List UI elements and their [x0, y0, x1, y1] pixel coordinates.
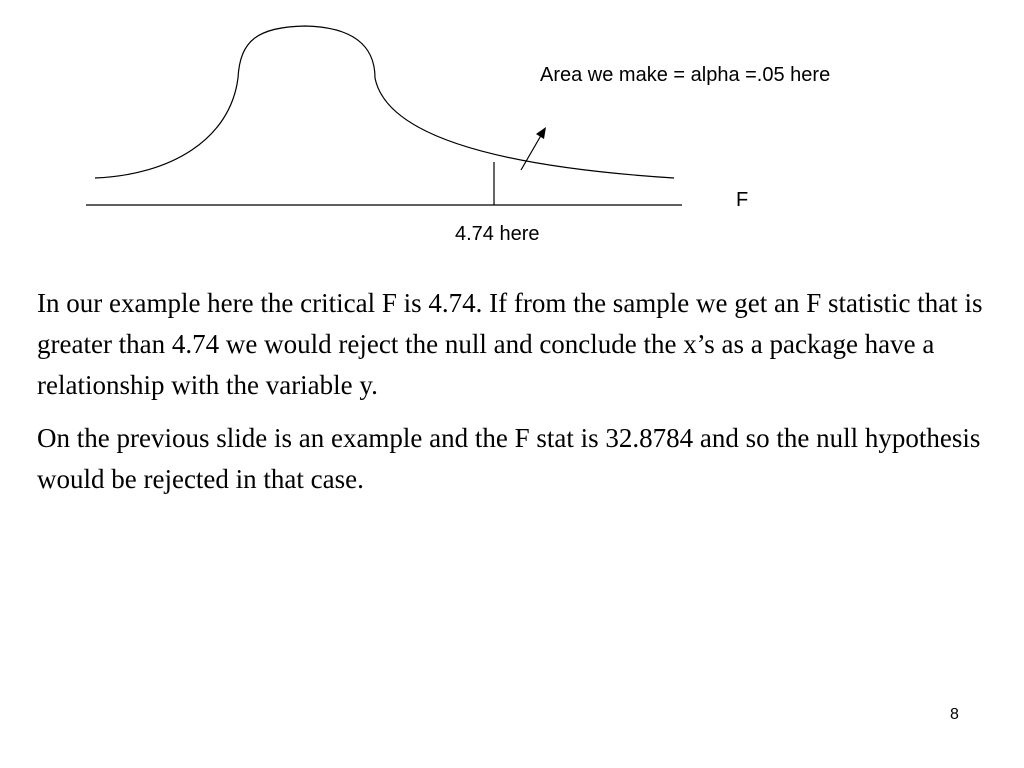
- f-distribution-curve: [95, 26, 674, 178]
- paragraph-previous-slide: On the previous slide is an example and the F stat is 32.8784 and so the null hypothesis would be rejected in that case.: [37, 423, 981, 494]
- area-alpha-label: Area we make = alpha =.05 here: [540, 64, 831, 86]
- slide-body: [37, 283, 987, 512]
- f-distribution-diagram: [0, 0, 1024, 260]
- paragraph-critical-f: In our example here the critical F is 4.74. If from the sample we get an F statistic that is greater than 4.74 we would reject the null and conclude the x’s as a package have a relationship with the variable y.: [37, 288, 983, 400]
- critical-value-label: 4.74 here: [455, 223, 540, 245]
- slide-number: 8: [950, 706, 959, 723]
- f-axis-label: F: [736, 189, 749, 211]
- arrowhead: [536, 127, 546, 139]
- annotation-arrow: [521, 132, 543, 170]
